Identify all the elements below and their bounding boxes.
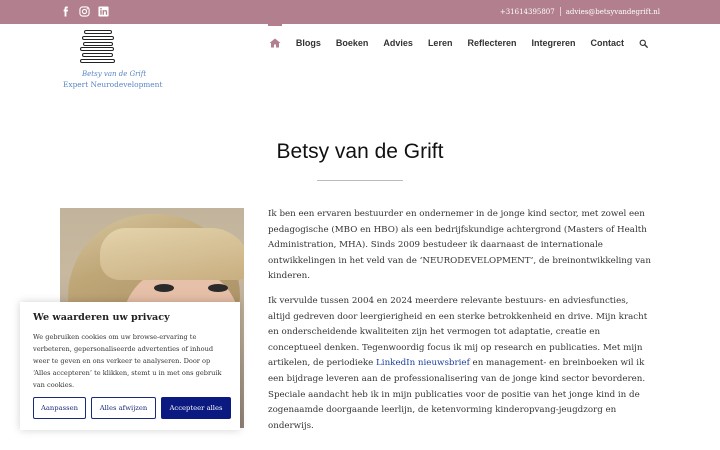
instagram-icon[interactable]: [79, 6, 90, 17]
page-title: Betsy van de Grift: [276, 140, 444, 163]
cookie-title: We waarderen uw privacy: [33, 312, 170, 323]
logo-name: Betsy van de Grift: [82, 70, 147, 78]
site-logo[interactable]: [60, 28, 163, 96]
nav-item-leren[interactable]: Leren: [427, 38, 453, 48]
top-bar: [0, 0, 720, 24]
reject-all-button[interactable]: Alles afwijzen: [91, 397, 156, 419]
facebook-icon[interactable]: [60, 6, 71, 17]
cookie-text: We gebruiken cookies om uw browse-ervaring te verbeteren, gepersonaliseerde advertenties of inhoud weer te geven en ons verkeer te analyseren. Door op ‘Alles accepteren’ te klikken, stemt u in met ons gebruik van cookies.: [33, 333, 222, 389]
nav-item-integreren[interactable]: Integreren: [531, 38, 576, 48]
linkedin-newsletter-link[interactable]: LinkedIn nieuwsbrief: [376, 358, 470, 369]
bio-content: [268, 207, 653, 443]
nav-item-reflecteren[interactable]: Reflecteren: [467, 38, 517, 48]
bio-paragraph: Ik ben een ervaren bestuurder en ondernemer in de jonge kind sector, met zowel een pedagogische (MBO en HBO) als een bedrijfskundige achtergrond (Masters of Health Administration, MHA). Sinds 2009 bestudeer ik daarnaast de internationale ontwikkelingen in het veld van de ‘NEURODEVELOPMENT’, de breinontwikkeling van kinderen.: [268, 209, 651, 282]
search-icon[interactable]: [639, 39, 648, 48]
bio-paragraph: Ik vervulde tussen 2004 en 2024 meerdere relevante bestuurs- en adviesfuncties, altijd gedreven door leergierigheid en een sterke betrokkenheid en drive. Mijn kracht en onderscheidende kwaliteiten zijn het vermogen tot adaptatie, creatie en conceptueel denken. Tegenwoordig focus ik mij op research en publicaties. Met mijn artikelen, de periodieke LinkedIn nieuwsbrief en management- en breinboeken wil ik een bijdrage leveren aan de professionalisering van de jonge kind sector bevorderen. Speciale aandacht heb ik in mijn publicaties voor de positie van het jonge kind in de zogenaamde doorgaande leerlijn, de ketenvorming kinderopvang-jeugdzorg en onderwijs.: [268, 295, 648, 431]
customize-button[interactable]: Aanpassen: [33, 397, 86, 419]
social-links: [60, 6, 109, 17]
main-nav: [269, 38, 648, 48]
divider: [560, 7, 561, 16]
phone-link[interactable]: +31614395807: [499, 7, 555, 16]
contact-info: [500, 7, 660, 16]
nav-item-blogs[interactable]: Blogs: [295, 38, 321, 48]
title-divider: [317, 180, 403, 181]
accept-all-button[interactable]: Accepteer alles: [161, 397, 231, 419]
active-indicator: [268, 24, 282, 26]
nav-item-boeken[interactable]: Boeken: [335, 38, 369, 48]
home-icon[interactable]: [269, 38, 281, 48]
books-logo-icon: [80, 30, 116, 70]
email-link[interactable]: advies@betsyvandegrift.nl: [565, 7, 660, 16]
cookie-buttons: [33, 397, 231, 419]
logo-tagline: Expert Neurodevelopment: [63, 80, 163, 89]
cookie-consent-banner: [20, 302, 240, 430]
linkedin-icon[interactable]: [98, 6, 109, 17]
nav-item-advies[interactable]: Advies: [383, 38, 413, 48]
nav-item-contact[interactable]: Contact: [590, 38, 624, 48]
